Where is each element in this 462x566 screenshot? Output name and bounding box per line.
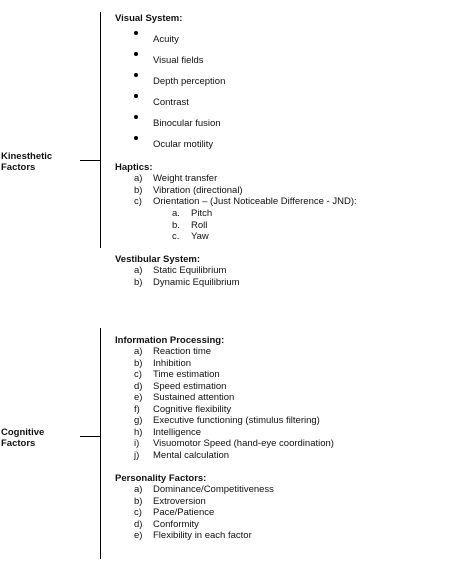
- info-processing-item: Speed estimation: [153, 380, 227, 392]
- haptics-item-marker: c): [134, 196, 142, 207]
- kinesthetic-bracket-line: [100, 12, 101, 248]
- personality-item: Extroversion: [153, 495, 206, 507]
- cognitive-label-line2: Factors: [1, 438, 36, 449]
- info-processing-item: Reaction time: [153, 346, 212, 357]
- bullet-icon: [134, 73, 138, 77]
- personality-item: Dominance/Competitiveness: [153, 484, 274, 495]
- visual-item: Ocular motility: [153, 139, 214, 150]
- visual-item: Binocular fusion: [153, 118, 221, 129]
- vestibular-heading: Vestibular System:: [115, 254, 201, 265]
- bullet-icon: [134, 52, 138, 56]
- haptics-item-marker: a): [134, 173, 143, 184]
- vestibular-item-marker: a): [134, 265, 143, 276]
- bullet-icon: [134, 115, 138, 119]
- personality-heading: Personality Factors:: [115, 473, 207, 484]
- info-processing-item-marker: c): [134, 369, 142, 380]
- visual-item: Contrast: [153, 97, 189, 108]
- cognitive-label-line1: Cognitive: [1, 427, 45, 438]
- vestibular-item: Static Equilibrium: [153, 265, 227, 276]
- info-processing-item: Inhibition: [153, 357, 192, 369]
- personality-item-marker: c): [134, 507, 142, 518]
- info-processing-item-marker: f): [134, 403, 140, 415]
- orientation-subitem: Pitch: [191, 208, 213, 219]
- info-processing-item: Mental calculation: [153, 449, 230, 461]
- personality-item: Conformity: [153, 518, 199, 530]
- personality-item-marker: a): [134, 484, 143, 495]
- kinesthetic-connector: [80, 160, 101, 161]
- info-processing-item-marker: b): [134, 357, 143, 369]
- orientation-subitem-marker: b.: [172, 219, 180, 231]
- info-processing-item-marker: d): [134, 380, 143, 392]
- kinesthetic-label-line1: Kinesthetic: [1, 151, 53, 162]
- visual-item: Visual fields: [153, 55, 204, 66]
- info-processing-item-marker: j): [134, 449, 140, 461]
- info-processing-item: Time estimation: [153, 369, 220, 380]
- haptics-item: Weight transfer: [153, 173, 218, 184]
- haptics-item-marker: b): [134, 184, 143, 196]
- haptics-item: Orientation – (Just Noticeable Difference - JND):: [153, 196, 357, 207]
- vestibular-item: Dynamic Equilibrium: [153, 276, 240, 288]
- cognitive-connector: [80, 436, 101, 437]
- visual-item: Depth perception: [153, 76, 226, 87]
- personality-item-marker: d): [134, 518, 143, 530]
- visual-system-heading: Visual System:: [115, 13, 183, 24]
- visual-item: Acuity: [153, 34, 179, 45]
- bullet-icon: [134, 31, 138, 35]
- info-processing-item: Intelligence: [153, 426, 202, 438]
- haptics-heading: Haptics:: [115, 162, 153, 173]
- info-processing-item: Executive functioning (stimulus filtering): [153, 415, 320, 426]
- personality-item: Flexibility in each factor: [153, 530, 252, 541]
- info-processing-item: Cognitive flexibility: [153, 403, 232, 415]
- orientation-subitem-marker: c.: [172, 231, 180, 242]
- info-processing-item-marker: e): [134, 392, 143, 403]
- info-processing-item: Visuomotor Speed (hand-eye coordination): [153, 438, 334, 449]
- info-processing-item-marker: g): [134, 415, 143, 426]
- orientation-subitem-marker: a.: [172, 208, 180, 219]
- personality-item-marker: e): [134, 530, 143, 541]
- info-processing-item-marker: i): [134, 438, 140, 449]
- haptics-item: Vibration (directional): [153, 184, 243, 196]
- info-processing-item: Sustained attention: [153, 392, 235, 403]
- orientation-subitem: Yaw: [191, 231, 209, 242]
- orientation-subitem: Roll: [191, 219, 208, 231]
- vestibular-item-marker: b): [134, 276, 143, 288]
- info-processing-heading: Information Processing:: [115, 335, 225, 346]
- personality-item: Pace/Patience: [153, 507, 215, 518]
- cognitive-bracket-line: [100, 328, 101, 559]
- bullet-icon: [134, 94, 138, 98]
- personality-item-marker: b): [134, 495, 143, 507]
- info-processing-item-marker: h): [134, 426, 143, 438]
- info-processing-item-marker: a): [134, 346, 143, 357]
- kinesthetic-label-line2: Factors: [1, 162, 36, 173]
- bullet-icon: [134, 136, 138, 140]
